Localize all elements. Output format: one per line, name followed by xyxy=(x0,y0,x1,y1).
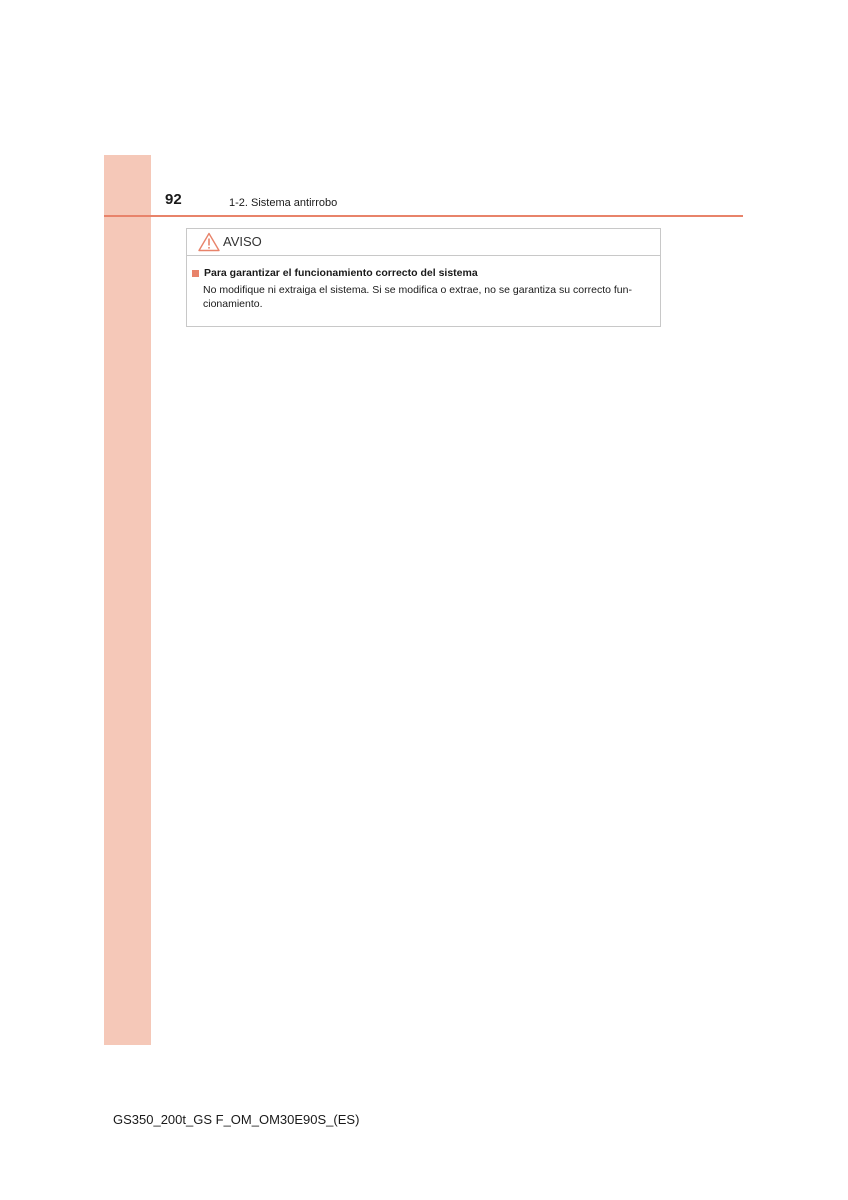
chapter-side-band xyxy=(104,155,151,1045)
page-number: 92 xyxy=(165,191,182,208)
warning-item-text-line: cionamiento. xyxy=(203,298,263,310)
header-rule xyxy=(104,215,743,217)
warning-item-text xyxy=(192,283,650,311)
warning-item-text-line: No modifique ni extraiga el sistema. Si se modifica o extrae, no se garantiza su correcto fun- xyxy=(203,284,632,296)
square-bullet-icon xyxy=(192,270,199,277)
warning-header xyxy=(187,229,660,256)
warning-label: AVISO xyxy=(223,234,262,249)
warning-body xyxy=(187,256,660,311)
warning-item-title xyxy=(192,266,650,280)
section-title: 1-2. Sistema antirrobo xyxy=(229,197,338,209)
warning-item-title-text: Para garantizar el funcionamiento correcto del sistema xyxy=(204,267,478,279)
warning-triangle-icon xyxy=(198,232,220,252)
document-code: GS350_200t_GS F_OM_OM30E90S_(ES) xyxy=(113,1112,360,1127)
warning-box xyxy=(186,228,661,327)
